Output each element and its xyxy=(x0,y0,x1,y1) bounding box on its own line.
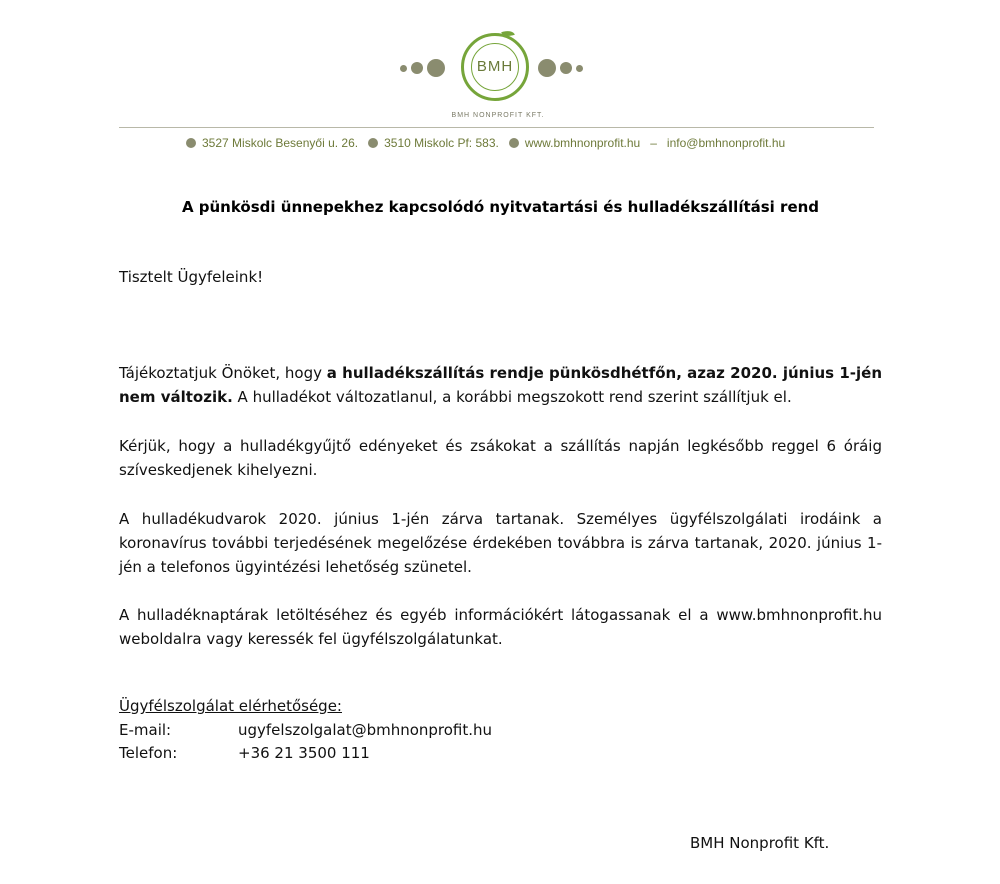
greeting: Tisztelt Ügyfeleink! xyxy=(119,268,264,286)
contact-heading: Ügyfélszolgálat elérhetősége: xyxy=(119,697,342,715)
logo-dot xyxy=(411,62,423,74)
logo-dot xyxy=(400,65,407,72)
paragraph-1-start: Tájékoztatjuk Önöket, hogy xyxy=(119,364,327,382)
email-label: E-mail: xyxy=(119,721,172,739)
globe-icon xyxy=(509,138,519,148)
paragraph-1-end: A hulladékot változatlanul, a korábbi megszokott rend szerint szállítjuk el. xyxy=(232,388,792,406)
email-value[interactable]: ugyfelszolgalat@bmhnonprofit.hu xyxy=(238,721,493,739)
header-separator: – xyxy=(650,136,657,150)
document-title: A pünkösdi ünnepekhez kapcsolódó nyitvatartási és hulladékszállítási rend xyxy=(181,198,820,216)
logo-text: BMH xyxy=(476,58,514,75)
company-logo xyxy=(398,30,598,120)
letterhead xyxy=(0,0,1000,160)
signature: BMH Nonprofit Kft. xyxy=(690,834,830,852)
logo-dot xyxy=(576,65,583,72)
header-contact-line xyxy=(186,134,785,152)
header-website-link[interactable]: www.bmhnonprofit.hu xyxy=(524,136,641,150)
paragraph-1-bold: a hulladékszállítás rendje pünkösdhétfőn, azaz 2020. június 1-jén nem változik. xyxy=(119,364,882,406)
paragraph-1 xyxy=(119,361,882,409)
leaf-icon xyxy=(501,28,515,39)
logo-circle xyxy=(461,33,529,101)
mailbox-icon xyxy=(368,138,378,148)
logo-dot xyxy=(538,59,556,77)
header-divider xyxy=(119,127,874,128)
phone-value: +36 21 3500 111 xyxy=(238,744,370,762)
logo-dot xyxy=(427,59,445,77)
header-po-box: 3510 Miskolc Pf: 583. xyxy=(384,136,499,150)
phone-label: Telefon: xyxy=(119,744,178,762)
header-email-link[interactable]: info@bmhnonprofit.hu xyxy=(666,136,786,150)
header-address: 3527 Miskolc Besenyői u. 26. xyxy=(202,136,359,150)
contact-email-row xyxy=(119,721,492,739)
contact-phone-row xyxy=(119,744,370,762)
paragraph-4: A hulladéknaptárak letöltéséhez és egyéb információkért látogassanak el a www.bmhnonprofit.hu weboldalra vagy keressék fel ügyfélszolgálatunkat. xyxy=(119,606,882,648)
logo-company-name: BMH NONPROFIT KFT. xyxy=(451,112,545,119)
location-icon xyxy=(186,138,196,148)
paragraph-2: Kérjük, hogy a hulladékgyűjtő edényeket és zsákokat a szállítás napján legkésőbb reggel 6 óráig szíveskedjenek kihelyezni. xyxy=(119,437,882,479)
paragraph-3: A hulladékudvarok 2020. június 1-jén zárva tartanak. Személyes ügyfélszolgálati irodáink a koronavírus további terjedésének megelőzése érdekében továbbra is zárva tartanak, 2020. június 1-jén a telefonos ügyintézési lehetőség szünetel. xyxy=(119,510,882,576)
logo-dot xyxy=(560,62,572,74)
